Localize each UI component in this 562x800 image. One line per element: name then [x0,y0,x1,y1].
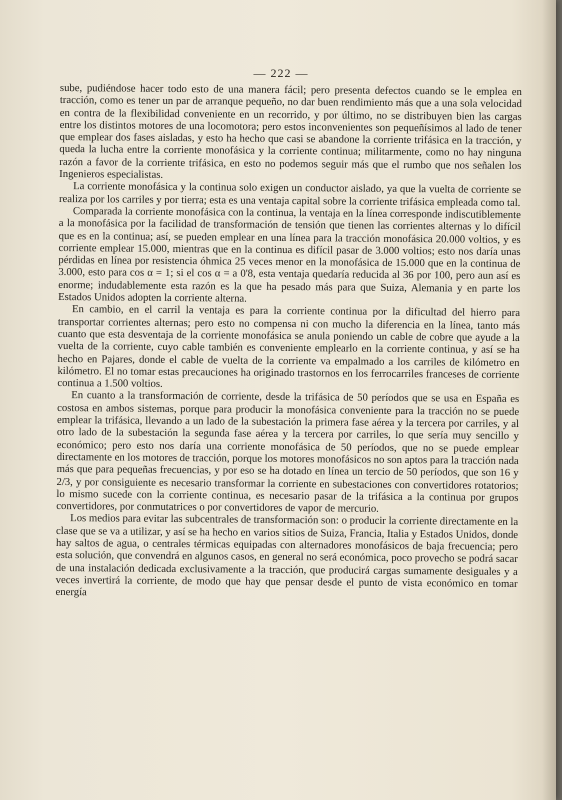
paragraph: La corriente monofásica y la continua solo exigen un conductor aislado, ya que la vuelta de corriente se realiza por los carriles y por tierra; esta es una ventaja capital sobre la corriente trifásica empleada como tal. [58,180,522,209]
paragraph: En cambio, en el carril la ventaja es para la corriente continua por la dificultad del hierro para transportar corrientes alternas; pero esto no compensa ni con mucho la diferencia en la línea, tanto más cuanto que esta desventaja de la corriente monofásica se anula poniendo un cable de cobre que ayude a la vuelta de la corriente, cuyo cable también es conveniente emplearlo en la corriente continua, y así se ha hecho en Pajares, donde el cable de vuelta de la corriente va empalmado a los carriles de kilómetro en kilómetro. El no tomar estas precauciones ha originado trastornos en los ferrocarriles franceses de corriente continua a 1.500 voltios. [57,303,521,391]
paragraph: Comparada la corriente monofásica con la continua, la ventaja en la línea corresponde indiscutiblemente a la monofásica por la facilidad de transformación de tensión que tienen las corrientes alternas y lo difícil que es en la continua; así, se pueden emplear en una línea para la tracción monofásica 20.000 voltios, y es corriente emplear 15.000, mientras que en la continua es difícil pasar de 3.000 voltios; esto nos daría unas pérdidas en línea por resistencia óhmica 25 veces menor en la monofásica de 15.000 que en la continua de 3.000, esto para cos α = 1; si el cos α = a 0'8, esta ventaja quedaría reducida al 36 por 100, pero aun así es enorme; indudablemente esta razón es la que ha pesado más para que Suiza, Alemania y en parte los Estados Unidos adopten la corriente alterna. [58,205,521,305]
paragraph: sube, pudiéndose hacer todo esto de una manera fácil; pero presenta defectos cuando se le emplea en tracción, como es tener un par de arranque pequeño, no dar buen rendimiento más que a una sola velocidad en contra de la flexibilidad conveniente en un recorrido, y por último, no se distribuyen bien las cargas entre los distintos motores de una locomotora; pero estos inconvenientes son pequeñísimos al lado de tener que emplear dos fases aisladas, y esto ha hecho que casi se abandone la corriente trifásica en la tracción, y queda la lucha entre la corriente monofásica y la corriente continua; militarmente, como no hay ninguna razón a favor de la corriente trifásica, en esto no podemos seguir más que el rumbo que nos señalen los Ingenieros especialistas. [59,82,522,181]
page-fold-shadow [542,0,556,800]
paragraph: Los medios para evitar las subcentrales de transformación son: o producir la corriente directamente en la clase que se va a utilizar, y así se ha hecho en varios sitios de Suiza, Francia, Italia y Estados Unidos, donde hay saltos de agua, o centrales térmicas equipadas con alternadores monofásicos de baja frecuencia; pero esta solución, que convendrá en algunos casos, en general no será económica, poco provecho se podrá sacar de una instalación dedicada exclusivamente a la tracción, que producirá cargas sumamente desiguales y a veces invertirá la corriente, de modo que hay que pensar desde el punto de vista económico en tomar energía [55,512,519,599]
body-text [55,82,521,602]
paragraph: En cuanto a la transformación de corriente, desde la trifásica de 50 períodos que se usa en España es costosa en ambos sistemas, porque para producir la monofásica conveniente para la tracción no se puede emplear la trifásica, llevando a un lado de la subestación la primera fase aérea y la tercera por carriles, y al otro lado de la subestación la segunda fase aérea y la tercera por carriles, lo que sería muy sencillo y económico; pero esto nos daría una corriente monofásica de 50 períodos, que no se puede emplear directamente en los motores de tracción, porque los motores monofásicos no son aptos para la tracción nada más que para pequeñas frecuencias, y por eso se ha dotado en línea un tercio de 50 períodos, que son 16 y 2/3, y por consiguiente es necesario transformar la corriente en subestaciones con convertidores rotatorios; lo mismo sucede con la corriente continua, es necesario pasar de la trifásica a la continua por grupos convertidores, por conmutatrices o por convertidores de vapor de mercurio. [56,389,520,515]
page-number: — 222 — [253,66,309,80]
